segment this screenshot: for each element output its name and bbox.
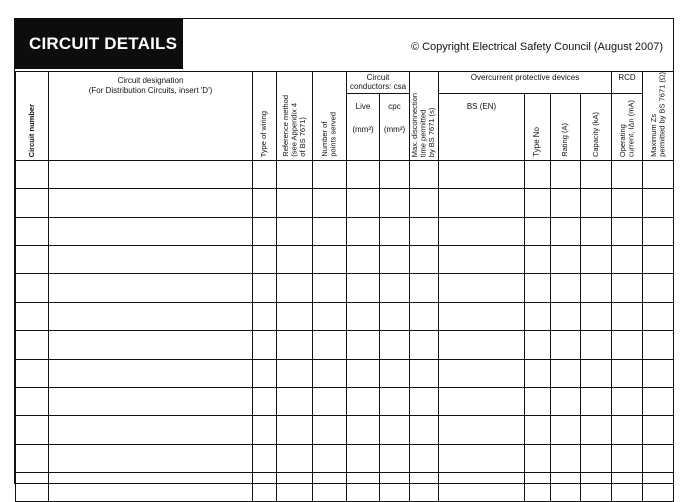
circuit-designation-cell[interactable] [49, 444, 253, 472]
points-served-cell[interactable] [313, 473, 347, 501]
circuit-number-cell[interactable] [16, 189, 49, 217]
circuit-designation-cell[interactable] [49, 387, 253, 415]
col-rating [551, 93, 581, 160]
reference-method-line2: (see Appendix 4 [289, 103, 299, 157]
circuit-designation-cell[interactable] [49, 217, 253, 245]
capacity-cell[interactable] [581, 217, 612, 245]
disconnection-time-cell[interactable] [410, 160, 439, 188]
reference-method-cell[interactable] [277, 387, 313, 415]
table-body [16, 160, 674, 501]
bs-en-cell[interactable] [439, 473, 525, 501]
operating-current-cell[interactable] [612, 217, 643, 245]
disconnection-time-cell[interactable] [410, 416, 439, 444]
disconnection-unit: (s) [427, 107, 437, 116]
circuit-number-cell[interactable] [16, 302, 49, 330]
col-group-ocpd [439, 72, 612, 94]
disconnection-line1: Max. disconnection [410, 92, 420, 157]
circuit-designation-cell[interactable] [49, 189, 253, 217]
disconnection-time-cell[interactable] [410, 331, 439, 359]
cpc-csa-cell[interactable] [380, 473, 410, 501]
disconnection-line3: by BS 7671 [427, 118, 437, 157]
circuit-number-cell[interactable] [16, 217, 49, 245]
type-no-cell[interactable] [525, 473, 551, 501]
type-no-cell[interactable] [525, 416, 551, 444]
type-no-cell[interactable] [525, 189, 551, 217]
table-row [16, 331, 674, 359]
type-of-wiring-cell[interactable] [253, 217, 277, 245]
type-no-cell[interactable] [525, 302, 551, 330]
type-no-cell[interactable] [525, 217, 551, 245]
live-csa-cell[interactable] [347, 387, 380, 415]
max-zs-cell[interactable] [643, 160, 674, 188]
col-circuit-designation [49, 72, 253, 161]
table-row [16, 473, 674, 501]
capacity-cell[interactable] [581, 359, 612, 387]
operating-current-unit: (mA) [626, 99, 635, 116]
live-csa-cell[interactable] [347, 189, 380, 217]
capacity-cell[interactable] [581, 302, 612, 330]
points-served-cell[interactable] [313, 274, 347, 302]
form-title-text: CIRCUIT DETAILS [29, 34, 178, 53]
operating-current-label [619, 100, 636, 157]
capacity-cell[interactable] [581, 387, 612, 415]
operating-current-cell[interactable] [612, 274, 643, 302]
circuit-designation-cell[interactable] [49, 331, 253, 359]
circuit-designation-cell[interactable] [49, 416, 253, 444]
csa-group-line1: Circuit [366, 73, 390, 82]
table-row [16, 359, 674, 387]
capacity-cell[interactable] [581, 473, 612, 501]
cpc-csa-cell[interactable] [380, 387, 410, 415]
col-disconnection-time [410, 72, 439, 161]
max-zs-line1: Maximum Zs [648, 113, 658, 157]
points-served-cell[interactable] [313, 189, 347, 217]
live-label: Live [355, 101, 371, 111]
col-capacity [581, 93, 612, 160]
circuit-designation-cell[interactable] [49, 160, 253, 188]
operating-current-cell[interactable] [612, 302, 643, 330]
capacity-cell[interactable] [581, 246, 612, 274]
max-zs-cell[interactable] [643, 473, 674, 501]
points-served-label [321, 112, 338, 157]
disconnection-time-cell[interactable] [410, 359, 439, 387]
live-unit: (mm²) [352, 124, 374, 134]
max-zs-label [650, 72, 667, 157]
circuit-number-cell[interactable] [16, 274, 49, 302]
bs-en-cell[interactable] [439, 302, 525, 330]
rating-cell[interactable] [551, 359, 581, 387]
capacity-cell[interactable] [581, 331, 612, 359]
col-reference-method [277, 72, 313, 161]
disconnection-time-cell[interactable] [410, 302, 439, 330]
disconnection-time-cell[interactable] [410, 217, 439, 245]
type-no-cell[interactable] [525, 444, 551, 472]
max-zs-cell[interactable] [643, 331, 674, 359]
bs-en-cell[interactable] [439, 217, 525, 245]
type-of-wiring-cell[interactable] [253, 246, 277, 274]
rating-cell[interactable] [551, 302, 581, 330]
type-no-cell[interactable] [525, 331, 551, 359]
live-csa-cell[interactable] [347, 473, 380, 501]
type-of-wiring-cell[interactable] [253, 160, 277, 188]
col-group-csa [347, 72, 410, 94]
points-served-cell[interactable] [313, 444, 347, 472]
operating-current-cell[interactable] [612, 387, 643, 415]
points-served-line2: points served [328, 112, 338, 157]
capacity-label [592, 112, 601, 157]
disconnection-time-label [411, 93, 437, 157]
operating-current-line2: current, IΔn [626, 118, 635, 157]
rating-cell[interactable] [551, 444, 581, 472]
cpc-label: cpc [388, 101, 401, 111]
rating-cell[interactable] [551, 189, 581, 217]
reference-method-label [282, 95, 308, 157]
capacity-cell[interactable] [581, 189, 612, 217]
copyright-notice: © Copyright Electrical Safety Council (August 2007) [410, 41, 663, 53]
reference-method-cell[interactable] [277, 274, 313, 302]
live-csa-cell[interactable] [347, 217, 380, 245]
circuit-number-cell[interactable] [16, 444, 49, 472]
live-csa-cell[interactable] [347, 359, 380, 387]
capacity-cell[interactable] [581, 274, 612, 302]
bs-en-cell[interactable] [439, 416, 525, 444]
capacity-unit: (kA) [590, 111, 600, 126]
cpc-csa-cell[interactable] [380, 331, 410, 359]
table-row [16, 387, 674, 415]
capacity-cell[interactable] [581, 444, 612, 472]
rating-text: Rating [560, 135, 570, 157]
table-row [16, 160, 674, 188]
col-type-of-wiring [253, 72, 277, 161]
designation-sublabel: (For Distribution Circuits, insert 'D') [88, 86, 213, 95]
max-zs-cell[interactable] [643, 189, 674, 217]
reference-method-cell[interactable] [277, 473, 313, 501]
disconnection-line2: time permitted [418, 109, 428, 157]
type-of-wiring-cell[interactable] [253, 189, 277, 217]
operating-current-cell[interactable] [612, 189, 643, 217]
col-max-zs [643, 72, 674, 161]
table-row [16, 416, 674, 444]
rating-cell[interactable] [551, 274, 581, 302]
rating-cell[interactable] [551, 217, 581, 245]
type-of-wiring-cell[interactable] [253, 473, 277, 501]
max-zs-line2: permitted by BS 7671 [657, 84, 666, 157]
type-no-label: Type No [532, 127, 542, 157]
reference-method-cell[interactable] [277, 302, 313, 330]
points-served-cell[interactable] [313, 331, 347, 359]
cpc-csa-cell[interactable] [380, 444, 410, 472]
reference-method-cell[interactable] [277, 359, 313, 387]
reference-method-cell[interactable] [277, 416, 313, 444]
rating-cell[interactable] [551, 473, 581, 501]
table-row [16, 246, 674, 274]
operating-current-cell[interactable] [612, 416, 643, 444]
col-bs-en [439, 93, 525, 160]
table-row [16, 189, 674, 217]
bs-en-cell[interactable] [439, 189, 525, 217]
form-title [15, 19, 183, 69]
csa-group-line2: conductors: csa [349, 82, 407, 91]
cpc-csa-cell[interactable] [380, 217, 410, 245]
header-row-1 [16, 72, 674, 94]
operating-current-cell[interactable] [612, 246, 643, 274]
rating-label [561, 123, 570, 157]
points-served-cell[interactable] [313, 387, 347, 415]
designation-label: Circuit designation [117, 76, 184, 85]
capacity-cell[interactable] [581, 160, 612, 188]
live-csa-cell[interactable] [347, 444, 380, 472]
operating-current-cell[interactable] [612, 359, 643, 387]
circuit-details-form [14, 18, 674, 484]
points-served-cell[interactable] [313, 246, 347, 274]
points-served-cell[interactable] [313, 302, 347, 330]
type-no-cell[interactable] [525, 387, 551, 415]
max-zs-cell[interactable] [643, 246, 674, 274]
bs-en-cell[interactable] [439, 331, 525, 359]
table-row [16, 274, 674, 302]
live-csa-cell[interactable] [347, 302, 380, 330]
table-row [16, 302, 674, 330]
max-zs-cell[interactable] [643, 444, 674, 472]
circuit-table [15, 71, 674, 502]
capacity-text: Capacity [590, 127, 600, 157]
circuit-number-label: Circuit number [26, 103, 36, 157]
bs-en-cell[interactable] [439, 387, 525, 415]
points-served-cell[interactable] [313, 217, 347, 245]
circuit-designation-cell[interactable] [49, 274, 253, 302]
col-points-served [313, 72, 347, 161]
cpc-csa-cell[interactable] [380, 302, 410, 330]
live-csa-cell[interactable] [347, 274, 380, 302]
operating-current-cell[interactable] [612, 160, 643, 188]
reference-method-cell[interactable] [277, 189, 313, 217]
type-of-wiring-cell[interactable] [253, 274, 277, 302]
cpc-csa-cell[interactable] [380, 160, 410, 188]
col-cpc [380, 93, 410, 160]
points-served-line1: Number of [320, 121, 329, 157]
max-zs-cell[interactable] [643, 302, 674, 330]
cpc-csa-cell[interactable] [380, 246, 410, 274]
cpc-unit: (mm²) [383, 124, 406, 134]
disconnection-time-cell[interactable] [410, 274, 439, 302]
max-zs-cell[interactable] [643, 274, 674, 302]
reference-method-cell[interactable] [277, 331, 313, 359]
operating-current-line1: Operating [617, 123, 627, 157]
reference-method-cell[interactable] [277, 246, 313, 274]
reference-method-line1: Reference method [280, 95, 290, 157]
max-zs-cell[interactable] [643, 416, 674, 444]
live-csa-cell[interactable] [347, 416, 380, 444]
bs-en-cell[interactable] [439, 160, 525, 188]
bs-en-cell[interactable] [439, 444, 525, 472]
rating-cell[interactable] [551, 160, 581, 188]
bs-en-cell[interactable] [439, 274, 525, 302]
max-zs-cell[interactable] [643, 387, 674, 415]
live-csa-cell[interactable] [347, 160, 380, 188]
disconnection-time-cell[interactable] [410, 189, 439, 217]
circuit-designation-cell[interactable] [49, 302, 253, 330]
rating-cell[interactable] [551, 246, 581, 274]
type-no-cell[interactable] [525, 274, 551, 302]
points-served-cell[interactable] [313, 416, 347, 444]
type-no-cell[interactable] [525, 246, 551, 274]
disconnection-time-cell[interactable] [410, 387, 439, 415]
disconnection-time-cell[interactable] [410, 444, 439, 472]
reference-method-cell[interactable] [277, 160, 313, 188]
circuit-number-cell[interactable] [16, 416, 49, 444]
cpc-csa-cell[interactable] [380, 189, 410, 217]
type-of-wiring-cell[interactable] [253, 387, 277, 415]
col-group-rcd [612, 72, 643, 94]
cpc-csa-cell[interactable] [380, 274, 410, 302]
points-served-cell[interactable] [313, 160, 347, 188]
reference-method-line3: of BS 7671) [297, 117, 307, 157]
circuit-number-cell[interactable] [16, 359, 49, 387]
operating-current-cell[interactable] [612, 331, 643, 359]
col-circuit-number [16, 72, 49, 161]
bs-en-label: BS (EN) [466, 101, 497, 111]
reference-method-cell[interactable] [277, 217, 313, 245]
col-live [347, 93, 380, 160]
rating-unit: (A) [560, 123, 570, 134]
type-of-wiring-cell[interactable] [253, 416, 277, 444]
circuit-number-cell[interactable] [16, 331, 49, 359]
disconnection-time-cell[interactable] [410, 473, 439, 501]
type-of-wiring-cell[interactable] [253, 359, 277, 387]
rcd-group-label: RCD [618, 73, 636, 82]
circuit-designation-cell[interactable] [49, 359, 253, 387]
circuit-designation-cell[interactable] [49, 246, 253, 274]
bs-en-cell[interactable] [439, 359, 525, 387]
type-of-wiring-cell[interactable] [253, 444, 277, 472]
circuit-number-cell[interactable] [16, 246, 49, 274]
points-served-cell[interactable] [313, 359, 347, 387]
type-of-wiring-label: Type of wiring [259, 110, 269, 157]
max-zs-cell[interactable] [643, 217, 674, 245]
rating-cell[interactable] [551, 331, 581, 359]
table-row [16, 217, 674, 245]
circuit-designation-cell[interactable] [49, 473, 253, 501]
ocpd-group-label: Overcurrent protective devices [470, 73, 580, 82]
disconnection-time-cell[interactable] [410, 246, 439, 274]
capacity-cell[interactable] [581, 416, 612, 444]
max-zs-cell[interactable] [643, 359, 674, 387]
rating-cell[interactable] [551, 387, 581, 415]
type-of-wiring-cell[interactable] [253, 331, 277, 359]
cpc-csa-cell[interactable] [380, 359, 410, 387]
operating-current-cell[interactable] [612, 444, 643, 472]
circuit-number-cell[interactable] [16, 387, 49, 415]
reference-method-cell[interactable] [277, 444, 313, 472]
table-row [16, 444, 674, 472]
rating-cell[interactable] [551, 416, 581, 444]
type-no-cell[interactable] [525, 160, 551, 188]
max-zs-unit: (Ω) [657, 72, 666, 83]
type-no-cell[interactable] [525, 359, 551, 387]
circuit-number-cell[interactable] [16, 473, 49, 501]
live-csa-cell[interactable] [347, 246, 380, 274]
operating-current-cell[interactable] [612, 473, 643, 501]
col-operating-current [612, 93, 643, 160]
cpc-csa-cell[interactable] [380, 416, 410, 444]
bs-en-cell[interactable] [439, 246, 525, 274]
live-csa-cell[interactable] [347, 331, 380, 359]
type-of-wiring-cell[interactable] [253, 302, 277, 330]
col-type-no [525, 93, 551, 160]
circuit-number-cell[interactable] [16, 160, 49, 188]
